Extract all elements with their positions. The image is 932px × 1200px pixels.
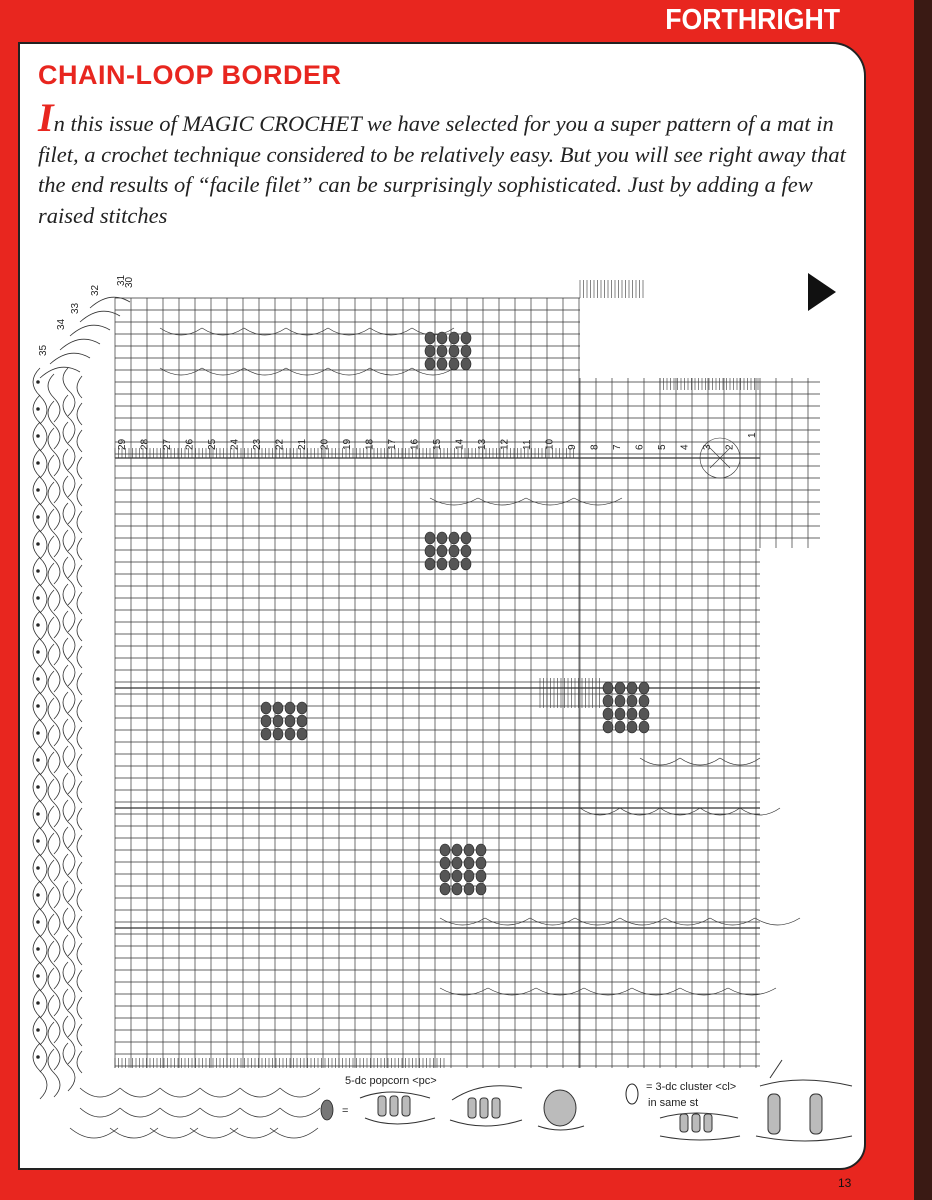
border-dot [37, 516, 40, 519]
chain-arch [526, 498, 574, 505]
chain-arch [370, 368, 412, 375]
row-number: 23 [252, 438, 263, 450]
border-loop [48, 644, 60, 692]
popcorn-stitch [461, 358, 471, 370]
border-dot [37, 894, 40, 897]
border-dot [37, 759, 40, 762]
row-number: 4 [679, 444, 691, 450]
border-dot [37, 624, 40, 627]
popcorn-stitch [425, 345, 435, 357]
popcorn-stitch [639, 695, 649, 707]
border-loop [48, 968, 60, 1016]
border-loop [77, 781, 82, 803]
corner-fan [80, 311, 120, 322]
popcorn-stitch [464, 844, 474, 856]
popcorn-stitch [425, 532, 435, 544]
popcorn-stitch [285, 715, 295, 727]
border-loop [70, 1128, 118, 1138]
popcorn-stitch [297, 715, 307, 727]
border-loop [33, 827, 47, 883]
border-loop [48, 617, 60, 665]
border-loop [33, 881, 47, 937]
border-loop [33, 1016, 47, 1072]
border-loop [77, 403, 82, 425]
border-loop [120, 1108, 160, 1117]
border-loop [77, 430, 82, 452]
popcorn-stitch [440, 883, 450, 895]
border-dot [37, 813, 40, 816]
border-loop [48, 509, 60, 557]
popcorn-step-3-icon [538, 1090, 584, 1130]
border-loop [33, 1043, 47, 1099]
border-loop [63, 503, 75, 551]
border-loop [48, 995, 60, 1043]
row-numbers [38, 274, 758, 450]
border-loop [77, 916, 82, 938]
popcorn-step-2-icon [450, 1086, 522, 1126]
border-loop [33, 773, 47, 829]
border-loop [77, 619, 82, 641]
chain-arch [478, 498, 526, 505]
row-number: 17 [387, 438, 398, 450]
popcorn-stitch [452, 844, 462, 856]
border-loop [63, 395, 75, 443]
chain-arch [575, 918, 620, 925]
corner-fan [70, 325, 110, 336]
popcorn-stitch [461, 558, 471, 570]
border-loop [63, 530, 75, 578]
chain-arch [485, 918, 530, 925]
popcorn-stitch [273, 715, 283, 727]
border-dot [37, 435, 40, 438]
border-loop [77, 943, 82, 965]
border-loop [33, 611, 47, 667]
border-loop [160, 1088, 200, 1097]
border-loop [33, 422, 47, 478]
border-loop [33, 719, 47, 775]
border-loop [77, 754, 82, 776]
border-loop [200, 1108, 240, 1117]
border-loop [48, 941, 60, 989]
border-loop [63, 719, 75, 767]
row-number: 31 [116, 274, 127, 286]
border-loop [63, 935, 75, 983]
corner-fan [50, 353, 90, 364]
border-loop [240, 1088, 280, 1097]
border-loop [120, 1088, 160, 1097]
border-loop [63, 368, 75, 416]
border-loop [48, 428, 60, 476]
row-number: 24 [229, 438, 241, 450]
corner-fan [90, 297, 130, 308]
popcorn-stitch [449, 358, 459, 370]
popcorn-stitch [461, 332, 471, 344]
border-loop [33, 962, 47, 1018]
intro-paragraph [38, 95, 853, 231]
popcorn-stitch [452, 883, 462, 895]
border-dot [37, 381, 40, 384]
row-number: 25 [207, 438, 218, 450]
border-dot [37, 732, 40, 735]
border-loop [33, 854, 47, 910]
article-title: CHAIN-LOOP BORDER [38, 60, 342, 90]
popcorn-stitch [464, 883, 474, 895]
filled-blocks [115, 280, 758, 1068]
popcorn-stitch [476, 870, 486, 882]
chain-arch [202, 368, 244, 375]
border-loop [80, 1108, 120, 1117]
row-number: 6 [634, 444, 646, 450]
row-number: 16 [409, 438, 421, 450]
border-loop [77, 835, 82, 857]
border-dot [37, 840, 40, 843]
border-loop [48, 482, 60, 530]
border-loop [77, 592, 82, 614]
border-loop [48, 806, 60, 854]
border-loop [280, 1108, 320, 1117]
border-dot [37, 921, 40, 924]
border-loop [77, 484, 82, 506]
border-loop [200, 1088, 240, 1097]
border-loop [33, 746, 47, 802]
border-loop [48, 1049, 60, 1097]
border-loop [63, 962, 75, 1010]
row-number: 3 [702, 444, 713, 450]
border-loop [77, 1024, 82, 1046]
row-number: 21 [297, 438, 308, 450]
border-loop [33, 584, 47, 640]
intro-text: n this issue of MAGIC CROCHET we have selected for you a super pattern of a mat in filet, a crochet technique considered to be relatively easy. But you will see right away that the end results of “facile filet” can be surprisingly sophisticated. Just by adding a few raised stitches [38, 111, 846, 228]
popcorn-stitch [440, 857, 450, 869]
border-loop [33, 557, 47, 613]
border-loop [48, 914, 60, 962]
row-number: 7 [612, 444, 623, 450]
border-loop [48, 401, 60, 449]
row-number: 22 [274, 438, 286, 450]
popcorn-stitch [285, 728, 295, 740]
popcorn-stitch [449, 558, 459, 570]
border-loop [33, 476, 47, 532]
border-loop [63, 1043, 75, 1091]
border-loop [150, 1128, 198, 1138]
border-dot [37, 597, 40, 600]
border-loop [33, 800, 47, 856]
row-number: 32 [90, 284, 101, 296]
popcorn-stitch [297, 728, 307, 740]
corner-fan [40, 367, 80, 378]
popcorn-stitch [437, 345, 447, 357]
border-loop [48, 725, 60, 773]
border-loop [270, 1128, 318, 1138]
row-number: 27 [162, 438, 173, 450]
chain-arch [620, 918, 665, 925]
border-loop [77, 862, 82, 884]
border-loop [48, 698, 60, 746]
popcorn-symbol-icon [321, 1100, 333, 1120]
popcorn-stitch [440, 844, 450, 856]
popcorn-stitch [449, 532, 459, 544]
border-loop [48, 671, 60, 719]
border-loop [240, 1108, 280, 1117]
border-loop [33, 908, 47, 964]
row-number: 33 [70, 302, 81, 314]
popcorn-stitch [425, 358, 435, 370]
popcorn-stitch [476, 883, 486, 895]
border-dot [37, 867, 40, 870]
border-loop [77, 970, 82, 992]
border-loop [33, 449, 47, 505]
chain-arch [710, 918, 755, 925]
border-loop [63, 638, 75, 686]
border-loop [48, 374, 60, 422]
border-dot [37, 1056, 40, 1059]
popcorn-stitch [476, 844, 486, 856]
row-number: 19 [342, 438, 353, 450]
row-number: 18 [364, 438, 376, 450]
popcorn-equals: = [342, 1105, 349, 1117]
border-loop [63, 800, 75, 848]
popcorn-stitch [627, 695, 637, 707]
row-number: 8 [589, 444, 601, 450]
popcorn-stitch [603, 721, 613, 733]
popcorn-stitch [425, 332, 435, 344]
border-loop [33, 638, 47, 694]
row-number: 1 [747, 432, 758, 438]
border-loop [77, 538, 82, 560]
border-loop [48, 590, 60, 638]
chain-arch [530, 918, 575, 925]
cluster-step-2-icon [756, 1060, 852, 1141]
cluster-step-1-icon [660, 1113, 740, 1140]
border-loop [230, 1128, 278, 1138]
border-loop [63, 1016, 75, 1064]
cluster-symbol-icon [626, 1084, 638, 1104]
border-loop [77, 646, 82, 668]
chain-arch [665, 918, 710, 925]
border-loop [77, 889, 82, 911]
border-loop [33, 989, 47, 1045]
popcorn-stitch [452, 857, 462, 869]
section-label: FORTHRIGHT [665, 4, 840, 36]
row-number: 10 [544, 438, 556, 450]
border-loop [80, 1088, 120, 1097]
popcorn-stitch [461, 532, 471, 544]
border-loop [63, 422, 75, 470]
border-loop [48, 860, 60, 908]
border-loop [63, 854, 75, 902]
corner-fan [60, 339, 100, 350]
border-loop [33, 935, 47, 991]
chain-arch [430, 498, 478, 505]
border-loop [48, 752, 60, 800]
border-loop [63, 611, 75, 659]
border-loop [63, 476, 75, 524]
border-loop [77, 997, 82, 1019]
row-number: 2 [724, 444, 736, 450]
border-loop [77, 673, 82, 695]
border-dot [37, 651, 40, 654]
border-loop [48, 536, 60, 584]
border-dot [37, 462, 40, 465]
row-number: 9 [567, 444, 578, 450]
border-loop [77, 700, 82, 722]
chain-arch [680, 758, 720, 765]
border-dot [37, 408, 40, 411]
popcorn-stitch [261, 702, 271, 714]
border-dot [37, 705, 40, 708]
crochet-chart [20, 268, 862, 1160]
border-loop [77, 808, 82, 830]
popcorn-stitch [464, 870, 474, 882]
filet-grid [115, 298, 820, 1068]
row-number: 30 [124, 276, 135, 288]
row-number: 35 [38, 344, 49, 356]
page-edge-strip [914, 0, 932, 1200]
border-loop [33, 368, 47, 424]
popcorn-stitch [615, 721, 625, 733]
border-loop [280, 1088, 320, 1097]
row-number: 28 [139, 438, 151, 450]
chain-arch [755, 918, 800, 925]
chain-arch [244, 368, 286, 375]
border-loop [77, 457, 82, 479]
row-number: 29 [117, 438, 128, 450]
popcorn-stitch [440, 870, 450, 882]
popcorn-stitch [627, 721, 637, 733]
border-dot [37, 975, 40, 978]
border-loop [63, 827, 75, 875]
popcorn-stitch [437, 558, 447, 570]
popcorn-stitch [285, 702, 295, 714]
border-loop [33, 530, 47, 586]
popcorn-stitch [639, 721, 649, 733]
border-dot [37, 543, 40, 546]
popcorn-stitch [603, 695, 613, 707]
popcorn-stitch [452, 870, 462, 882]
stitch-legend [321, 1060, 852, 1141]
border-loop [63, 746, 75, 794]
popcorn-stitch [639, 708, 649, 720]
border-dot [37, 489, 40, 492]
popcorn-stitch [449, 545, 459, 557]
popcorn-stitch [476, 857, 486, 869]
row-number: 11 [522, 439, 533, 450]
border-loop [48, 779, 60, 827]
chain-arch [574, 498, 622, 505]
border-loop [48, 833, 60, 881]
popcorn-stitch [461, 345, 471, 357]
border-loop [48, 1022, 60, 1070]
popcorn-stitch [449, 345, 459, 357]
border-loop [63, 449, 75, 497]
popcorn-stitch [615, 695, 625, 707]
row-number: 15 [432, 438, 443, 450]
border-dot [37, 1029, 40, 1032]
page-number: 13 [838, 1176, 852, 1190]
border-loop [33, 692, 47, 748]
popcorn-stitch [464, 857, 474, 869]
border-loop [77, 727, 82, 749]
popcorn-stitch [437, 532, 447, 544]
cluster-sub-label: in same st [648, 1097, 699, 1109]
border-loop [48, 455, 60, 503]
chain-arch [160, 368, 202, 375]
border-loop [63, 665, 75, 713]
popcorn-stitch [461, 545, 471, 557]
border-loop [48, 887, 60, 935]
popcorn-stitch [449, 332, 459, 344]
border-loop [63, 989, 75, 1037]
drop-cap: I [38, 95, 54, 140]
border-loop [48, 563, 60, 611]
popcorn-stitch [425, 558, 435, 570]
row-number: 26 [184, 438, 196, 450]
border-loop [77, 1051, 82, 1073]
popcorn-stitch [627, 708, 637, 720]
popcorn-stitch [297, 702, 307, 714]
border-loop [110, 1128, 158, 1138]
border-loop [33, 503, 47, 559]
border-loop [63, 908, 75, 956]
border-dot [37, 1002, 40, 1005]
border-loop [63, 692, 75, 740]
border-dot [37, 786, 40, 789]
popcorn-stitch [437, 332, 447, 344]
cluster-label: = 3-dc cluster <cl> [646, 1081, 737, 1093]
border-loop [190, 1128, 238, 1138]
border-loop [77, 376, 82, 398]
border-loop [77, 511, 82, 533]
popcorn-stitch [425, 545, 435, 557]
border-loop [160, 1108, 200, 1117]
popcorn-stitch [639, 682, 649, 694]
row-number: 5 [657, 444, 668, 450]
popcorn-stitch [615, 682, 625, 694]
popcorn-motifs [261, 332, 740, 895]
popcorn-stitch [615, 708, 625, 720]
border-dot [37, 948, 40, 951]
border-dot [37, 570, 40, 573]
border-loop [77, 565, 82, 587]
popcorn-stitch [603, 708, 613, 720]
popcorn-stitch [437, 358, 447, 370]
popcorn-stitch [627, 682, 637, 694]
border-loop [63, 557, 75, 605]
border-loop [63, 773, 75, 821]
border-loop [33, 395, 47, 451]
border-loop [63, 584, 75, 632]
popcorn-stitch [603, 682, 613, 694]
popcorn-stitch [273, 702, 283, 714]
popcorn-stitch [261, 715, 271, 727]
row-number: 34 [56, 318, 67, 330]
popcorn-label: 5-dc popcorn <pc> [345, 1075, 437, 1087]
border-loop [63, 881, 75, 929]
popcorn-stitch [273, 728, 283, 740]
row-number: 20 [319, 438, 331, 450]
chain-arch [440, 918, 485, 925]
chain-arch [328, 368, 370, 375]
popcorn-stitch [437, 545, 447, 557]
row-number: 12 [499, 438, 511, 450]
border-loop [33, 665, 47, 721]
popcorn-step-1-icon [360, 1092, 435, 1124]
border-dot [37, 678, 40, 681]
popcorn-stitch [261, 728, 271, 740]
row-number: 13 [477, 438, 488, 450]
row-number: 14 [454, 438, 466, 450]
